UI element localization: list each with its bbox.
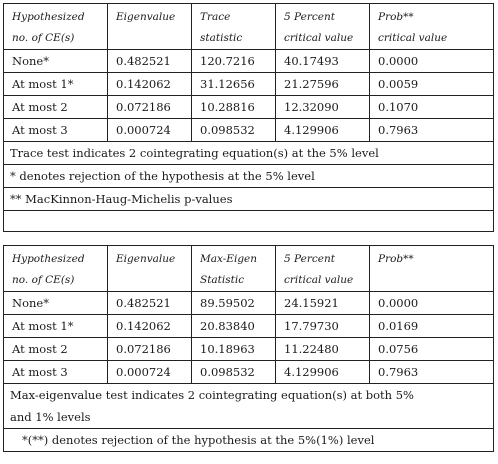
cell-eigenvalue: 0.000724	[108, 119, 192, 142]
cell-statistic: 0.098532	[192, 119, 276, 142]
header-trace-statistic: Trace statistic	[192, 4, 276, 50]
cell-statistic: 120.7216	[192, 50, 276, 73]
spacer-cell	[4, 211, 494, 232]
table-row	[4, 361, 494, 384]
table-row	[4, 50, 494, 73]
cell-prob: 0.0059	[370, 73, 494, 96]
maxeigen-conclusion-note: Max-eigenvalue test indicates 2 cointegrating equation(s) at both 5% and 1% levels	[4, 384, 494, 429]
maxeigen-conclusion-row	[4, 384, 494, 429]
cell-eigenvalue: 0.072186	[108, 96, 192, 119]
cell-prob: 0.0756	[370, 338, 494, 361]
cell-statistic: 10.28816	[192, 96, 276, 119]
cell-statistic: 0.098532	[192, 361, 276, 384]
cell-eigenvalue: 0.482521	[108, 50, 192, 73]
cell-critical: 24.15921	[276, 292, 370, 315]
cell-critical: 40.17493	[276, 50, 370, 73]
maxeigen-header-row	[4, 246, 494, 292]
table-row	[4, 315, 494, 338]
cell-critical: 4.129906	[276, 361, 370, 384]
table-row	[4, 119, 494, 142]
header-max-eigen-statistic: Max-Eigen Statistic	[192, 246, 276, 292]
table-row	[4, 338, 494, 361]
table-row	[4, 96, 494, 119]
cell-hypothesis: At most 2	[4, 338, 108, 361]
cell-prob: 0.0000	[370, 292, 494, 315]
cell-hypothesis: At most 2	[4, 96, 108, 119]
header-prob: Prob**	[370, 246, 494, 292]
header-hypothesized: Hypothesized no. of CE(s)	[4, 246, 108, 292]
trace-test-table	[3, 3, 494, 232]
cell-eigenvalue: 0.142062	[108, 315, 192, 338]
cell-critical: 21.27596	[276, 73, 370, 96]
header-critical-value: 5 Percent critical value	[276, 246, 370, 292]
cell-prob: 0.1070	[370, 96, 494, 119]
header-eigenvalue: Eigenvalue	[108, 246, 192, 292]
cell-statistic: 20.83840	[192, 315, 276, 338]
cell-hypothesis: At most 3	[4, 361, 108, 384]
cell-eigenvalue: 0.482521	[108, 292, 192, 315]
pvalue-source-row	[4, 188, 494, 211]
cell-hypothesis: At most 3	[4, 119, 108, 142]
cell-statistic: 31.12656	[192, 73, 276, 96]
cell-hypothesis: At most 1*	[4, 315, 108, 338]
cell-hypothesis: At most 1*	[4, 73, 108, 96]
table-spacer	[4, 211, 494, 232]
cell-critical: 12.32090	[276, 96, 370, 119]
trace-conclusion-row	[4, 142, 494, 165]
cell-critical: 11.22480	[276, 338, 370, 361]
trace-conclusion-note: Trace test indicates 2 cointegrating equation(s) at the 5% level	[4, 142, 494, 165]
cell-prob: 0.0000	[370, 50, 494, 73]
header-eigenvalue: Eigenvalue	[108, 4, 192, 50]
cell-eigenvalue: 0.072186	[108, 338, 192, 361]
header-prob: Prob** critical value	[370, 4, 494, 50]
cell-hypothesis: None*	[4, 292, 108, 315]
cell-prob: 0.7963	[370, 361, 494, 384]
cell-hypothesis: None*	[4, 50, 108, 73]
rejection-note: * denotes rejection of the hypothesis at the 5% level	[4, 165, 494, 188]
table-row	[4, 73, 494, 96]
cell-prob: 0.7963	[370, 119, 494, 142]
max-eigen-test-table	[3, 245, 494, 452]
rejection-note: *(**) denotes rejection of the hypothesis at the 5%(1%) level	[4, 429, 494, 452]
cell-prob: 0.0169	[370, 315, 494, 338]
rejection-note-row	[4, 429, 494, 452]
table-row	[4, 292, 494, 315]
cell-critical: 17.79730	[276, 315, 370, 338]
cell-critical: 4.129906	[276, 119, 370, 142]
cell-statistic: 89.59502	[192, 292, 276, 315]
cell-statistic: 10.18963	[192, 338, 276, 361]
cell-eigenvalue: 0.142062	[108, 73, 192, 96]
header-critical-value: 5 Percent critical value	[276, 4, 370, 50]
cell-eigenvalue: 0.000724	[108, 361, 192, 384]
trace-header-row	[4, 4, 494, 50]
header-hypothesized: Hypothesized no. of CE(s)	[4, 4, 108, 50]
rejection-note-row	[4, 165, 494, 188]
pvalue-source-note: ** MacKinnon-Haug-Michelis p-values	[4, 188, 494, 211]
